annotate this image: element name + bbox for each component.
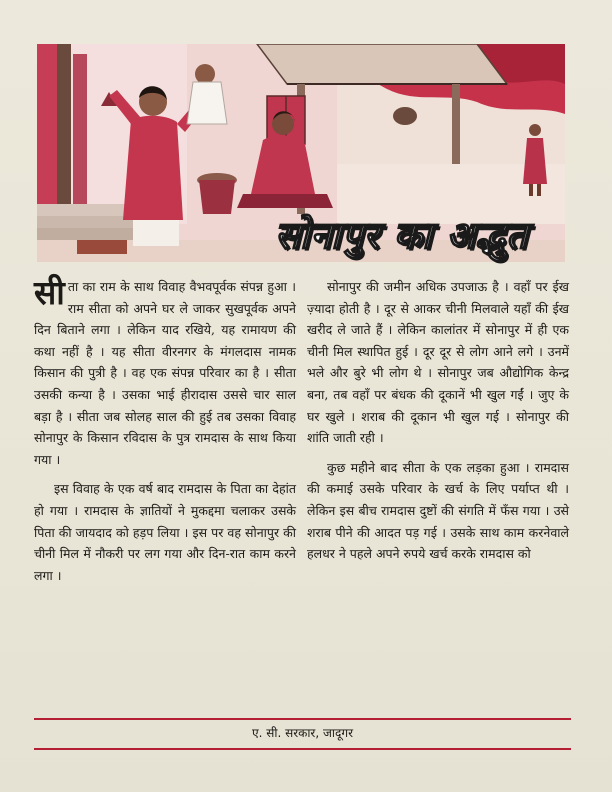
paragraph-text: ता का राम के साथ विवाह वैभवपूर्वक संपन्न हुआ । राम सीता को अपने घर ले जाकर सुखपूर्वक अपने दिन बिताने लगा । लेकिन याद रखिये, यह रामायण की कथा नहीं है । यह सीता वीरनगर के मंगलदास नामक किसान की पुत्री है । वह एक संपन्न परिवार का है । सीता उसकी कन्या है । उसका भाई हीरादास उससे चार साल बड़ा है । सीता जब सोलह साल की हुई तब उसका विवाह सोनापुर के किसान रविदास के पुत्र रामदास के साथ किया गया । <box>34 279 296 467</box>
story-title: सोनापुर का अद्भुत <box>275 214 529 257</box>
text-column-right <box>307 276 569 565</box>
footer-rule-bottom <box>34 748 571 750</box>
drop-cap: सी <box>34 273 65 312</box>
paragraph: इस विवाह के एक वर्ष बाद रामदास के पिता का देहांत हो गया । रामदास के ज्ञातियों ने मुकद्दमा चलाकर उसके पिता की जायदाद को हड़प लिया । इस पर वह सोनापुर की चीनी मिल में नौकरी पर लग गया और दिन-रात काम करने लगा । <box>34 481 296 583</box>
author-credit: ए. सी. सरकार, जादूगर <box>251 726 354 740</box>
footer-rule-top <box>34 718 571 720</box>
paragraph: कुछ महीने बाद सीता के एक लड़का हुआ । रामदास की कमाई उसके परिवार के खर्च के लिए पर्याप्त थी । लेकिन इस बीच रामदास दुष्टों की संगति में फँस गया । उसे शराब पीने की आदत पड़ गई । उसके साथ काम करनेवाले हलधर ने पहले अपने रुपये खर्च करके रामदास को <box>307 459 569 562</box>
text-column-left <box>34 273 296 586</box>
paragraph <box>34 273 296 470</box>
paragraph: सोनापुर की जमीन अधिक उपजाऊ है । वहाँ पर ईख ज़्यादा होती है । दूर से आकर चीनी मिलवाले यहाँ की ईख खरीद ले जाते हैं । लेकिन कालांतर में सोनापुर में ही एक चीनी मिल स्थापित हुई । दूर दूर से लोग आने लगे । उनमें भले और बुरे भी लोग थे । सोनापुर जब औद्योगिक केन्द्र बना, तब वहाँ पर बंधक की दूकानें भी खुल गईं । जुए के घर खुले । शराब की दूकान भी खुल गई । सोनापुर की शांति जाती रही । <box>307 279 569 446</box>
